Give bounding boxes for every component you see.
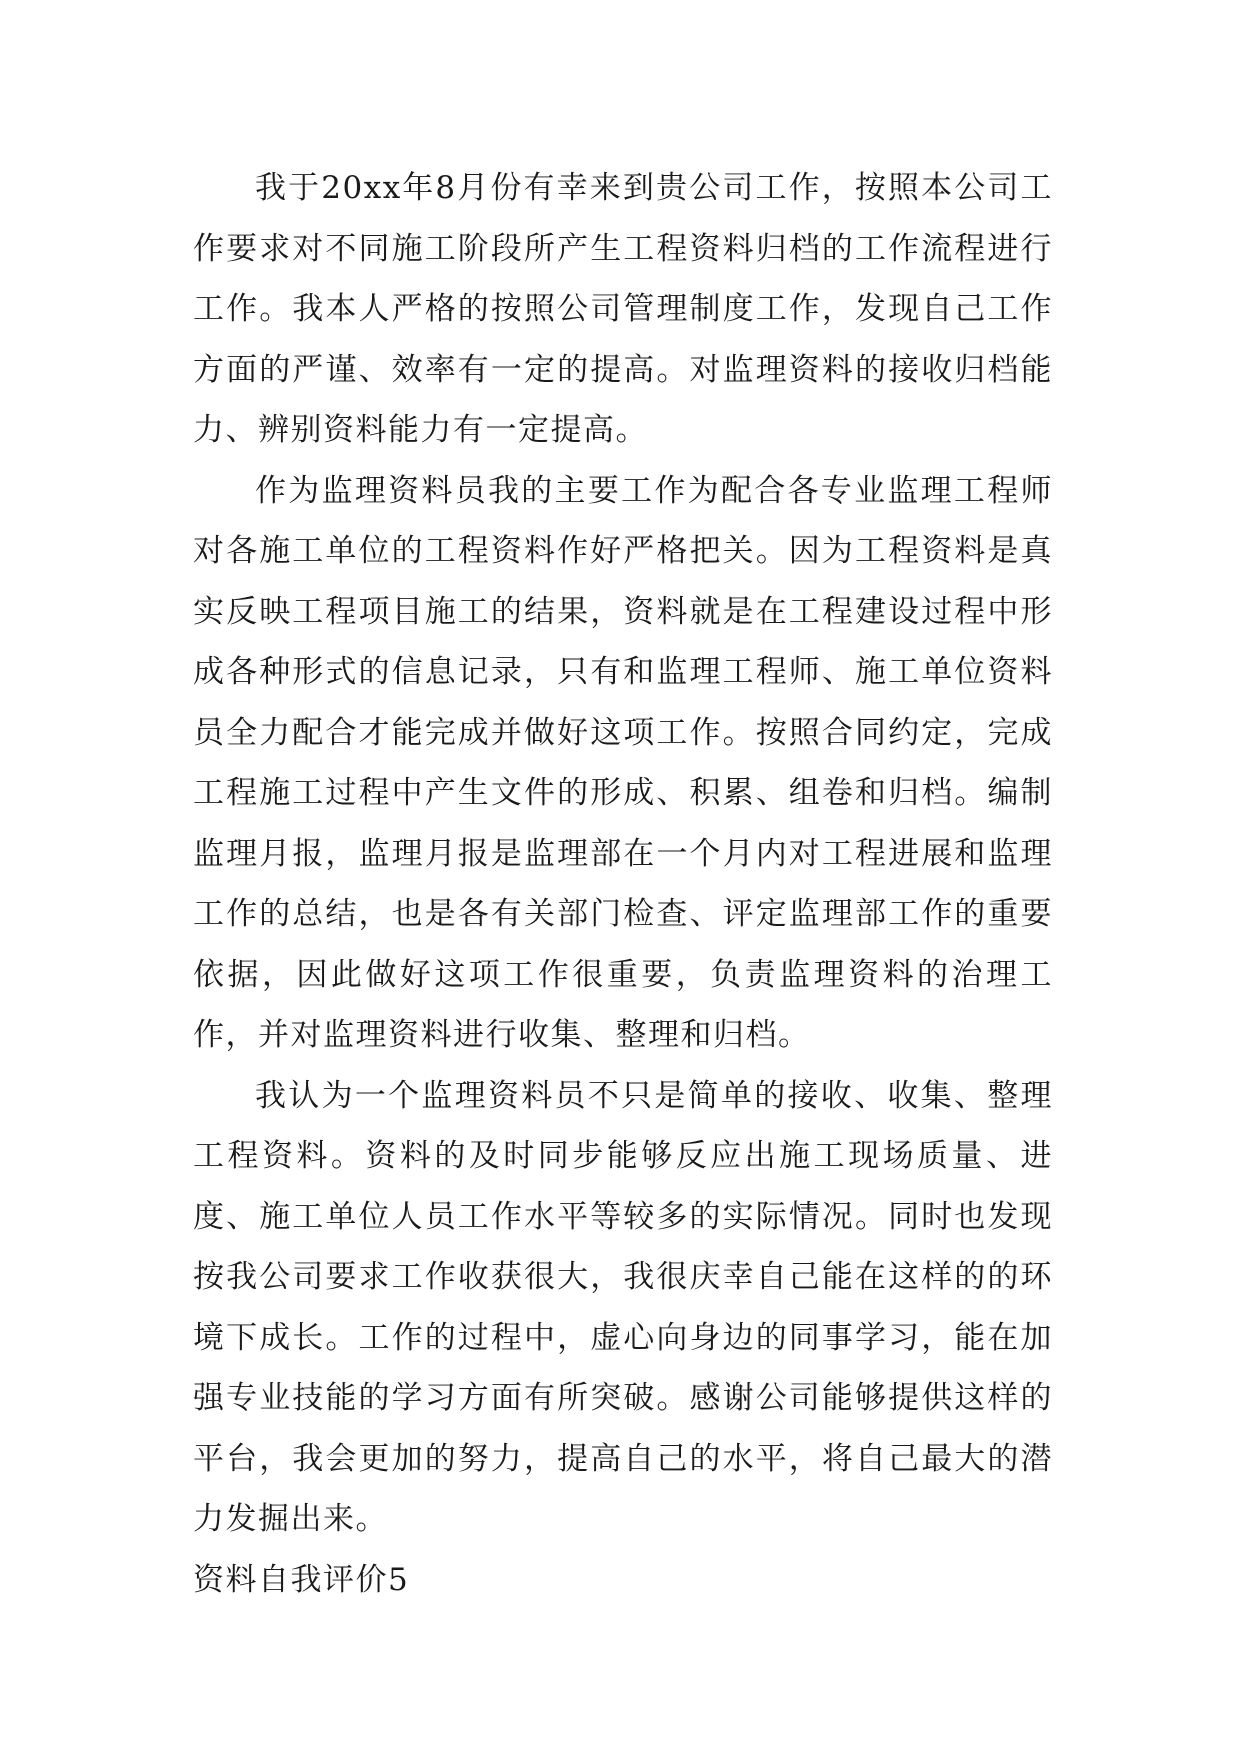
paragraph-1: 我于20xx年8月份有幸来到贵公司工作，按照本公司工作要求对不同施工阶段所产生工程资料归档的工作流程进行工作。我本人严格的按照公司管理制度工作，发现自己工作方面的严谨、效率有一定的提高。对监理资料的接收归档能力、辨别资料能力有一定提高。 [193,170,1053,448]
paragraph-2: 作为监理资料员我的主要工作为配合各专业监理工程师对各施工单位的工程资料作好严格把关。因为工程资料是真实反映工程项目施工的结果，资料就是在工程建设过程中形成各种形式的信息记录，只有和监理工程师、施工单位资料员全力配合才能完成并做好这项工作。按照合同约定，完成工程施工过程中产生文件的形成、积累、组卷和归档。编制监理月报，监理月报是监理部在一个月内对工程进展和监理工作的总结，也是各有关部门检查、评定监理部工作的重要依据，因此做好这项工作很重要，负责监理资料的治理工作，并对监理资料进行收集、整理和归档。 [193,472,1053,1053]
document-body [193,158,1053,1610]
paragraph-3: 我认为一个监理资料员不只是简单的接收、收集、整理工程资料。资料的及时同步能够反应出施工现场质量、进度、施工单位人员工作水平等较多的实际情况。同时也发现按我公司要求工作收获很大，我很庆幸自己能在这样的的环境下成长。工作的过程中，虚心向身边的同事学习，能在加强专业技能的学习方面有所突破。感谢公司能够提供这样的平台，我会更加的努力，提高自己的水平，将自己最大的潜力发掘出来。 [193,1077,1053,1537]
section-heading: 资料自我评价5 [193,1561,410,1598]
